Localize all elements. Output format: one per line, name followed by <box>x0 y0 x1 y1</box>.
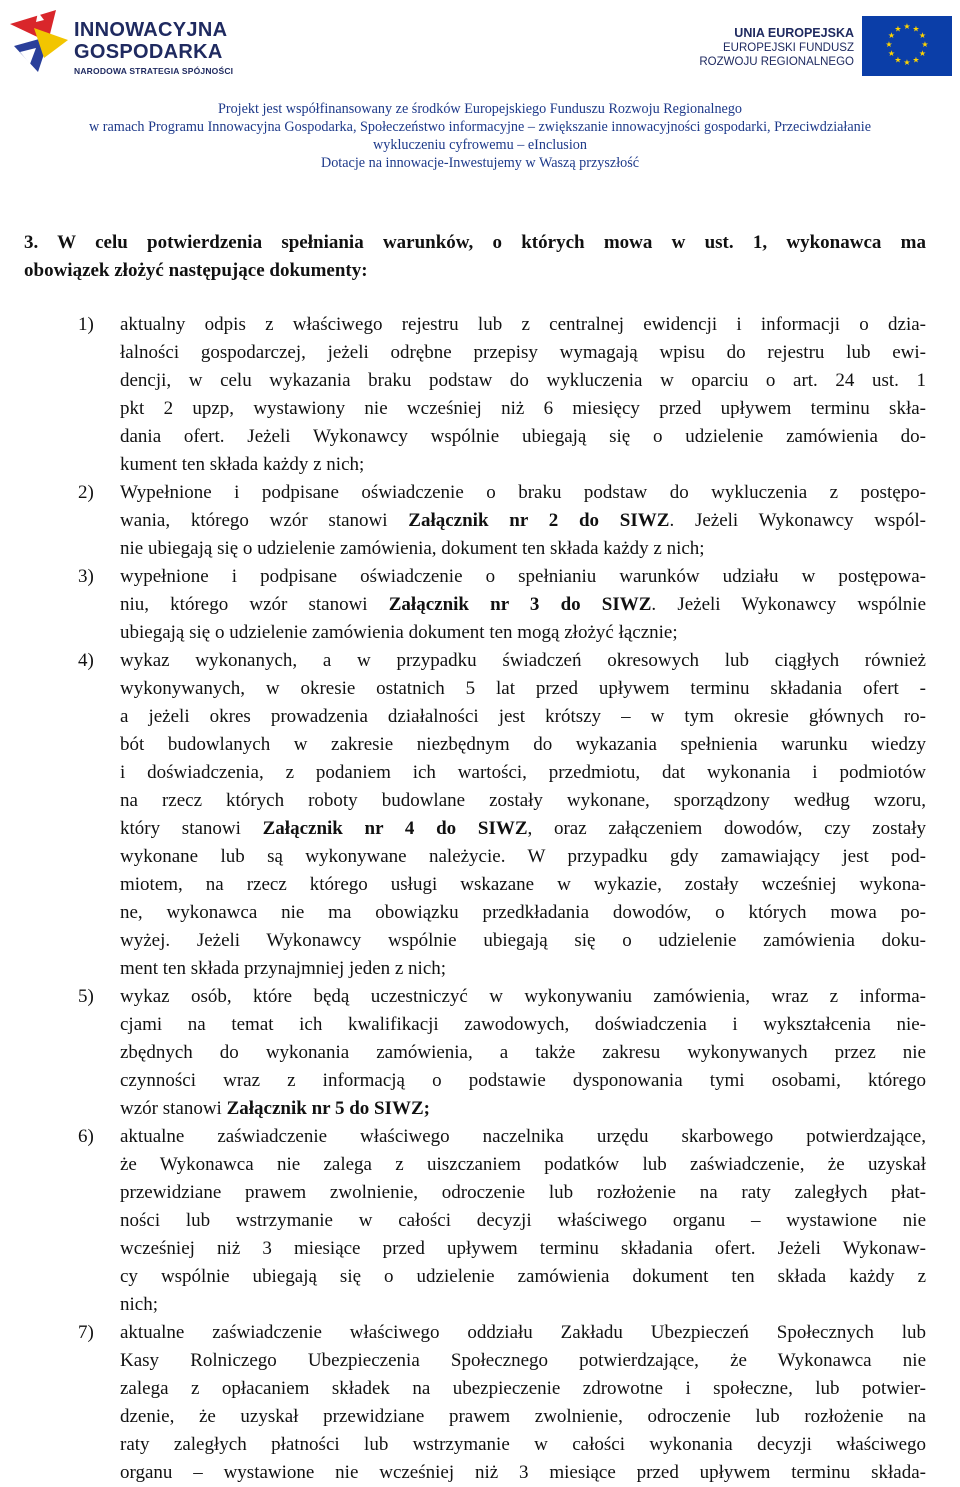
item-line: nich; <box>120 1294 158 1315</box>
svg-text:★: ★ <box>887 31 896 40</box>
eu-logo-line-3: ROZWOJU REGIONALNEGO <box>699 56 854 68</box>
item-line: Wypełnione i podpisane oświadczenie o braku podstaw do wykluczenia z postępo- <box>120 482 926 503</box>
item-text: wania, którego wzór stanowi <box>120 510 409 531</box>
svg-text:★: ★ <box>912 24 920 34</box>
logo-line-1: INNOWACYJNA <box>74 19 228 41</box>
list-item-number: 3) <box>78 566 94 587</box>
svg-text:★: ★ <box>918 49 927 58</box>
item-line: ne, wykonawca nie ma obowiązku przedkładania dowodów, o których mowa po- <box>120 902 926 923</box>
innowacyjna-gospodarka-logo <box>8 6 248 78</box>
item-line: cjami na temat ich kwalifikacji zawodowych, doświadczenia i wykształcenia nie- <box>120 1014 926 1035</box>
list-item-number: 5) <box>78 986 94 1007</box>
item-line: aktualne zaświadczenie właściwego naczelnika urzędu skarbowego potwierdzające, <box>120 1126 926 1147</box>
item-line: ności lub wstrzymanie w całości decyzji właściwego organu – wystawione nie <box>120 1210 926 1231</box>
item-line: dzenie, że uzyskał przewidziane prawem zwolnienie, odroczenie lub rozłożenie na <box>120 1406 926 1427</box>
list-item-number: 7) <box>78 1322 94 1343</box>
item-line: nie ubiegają się o udzielenie zamówienia, dokument ten składa każdy z nich; <box>120 538 705 559</box>
list-item <box>24 311 926 479</box>
svg-text:★: ★ <box>887 49 896 58</box>
list-item <box>24 479 926 563</box>
heading-line: obowiązek złożyć następujące dokumenty: <box>24 260 368 281</box>
item-line: a jeżeli okres prowadzenia działalności jest krótszy – w tym okresie głównych ro- <box>120 706 926 727</box>
item-text: , oraz załączeniem dowodów, czy zostały <box>527 818 926 839</box>
item-line: zalega z opłacaniem składek na ubezpieczenie zdrowotne i społeczne, lub potwier- <box>120 1378 926 1399</box>
item-line: na rzecz których roboty budowlane zostały wykonane, sporządzony według wzoru, <box>120 790 926 811</box>
svg-text:★: ★ <box>903 22 911 31</box>
item-line: ment ten składa przynajmniej jeden z nich; <box>120 958 447 979</box>
eu-logo-line-2: EUROPEJSKI FUNDUSZ <box>723 42 854 54</box>
item-line: przewidziane prawem zwolnienie, odroczenie lub rozłożenie na raty zaległych płat- <box>120 1182 926 1203</box>
item-text: . Jeżeli Wykonawcy wspól- <box>669 510 926 531</box>
item-line: łalności gospodarczej, jeżeli odrębne przepisy wymagają wpisu do rejestru lub ewi- <box>120 342 926 363</box>
svg-text:★: ★ <box>894 24 902 34</box>
item-line: ubiegają się o udzielenie zamówienia dokument ten mogą złożyć łącznie; <box>120 622 678 643</box>
logo-line-2: GOSPODARKA <box>74 41 223 63</box>
item-line: i doświadczenia, z podaniem ich wartości, przedmiotu, dat wykonania i podmiotów <box>120 762 926 783</box>
item-line <box>120 591 926 619</box>
item-line: cy wspólnie ubiegają się o udzielenie zamówienia dokument ten składa każdy z <box>120 1266 926 1287</box>
item-line: wypełnione i podpisane oświadczenie o spełnianiu warunków udziału w postępowa- <box>120 566 926 587</box>
list-item <box>24 1319 926 1487</box>
funding-note-line: Projekt jest współfinansowany ze środków Europejskiego Funduszu Rozwoju Regionalnego <box>217 101 743 117</box>
svg-text:★: ★ <box>894 55 902 65</box>
page-header <box>0 0 960 171</box>
item-text: niu, którego wzór stanowi <box>120 594 389 615</box>
item-line: wykonywanych, w okresie ostatnich 5 lat przed upływem terminu składania ofert - <box>120 678 926 699</box>
list-item-number: 2) <box>78 482 94 503</box>
item-text: wzór stanowi <box>120 1098 227 1119</box>
item-line: bót budowlanych w zakresie niezbędnym do wykazania spełnienia warunku wiedzy <box>120 734 926 755</box>
svg-text:★: ★ <box>918 31 927 40</box>
item-line: zbędnych do wykonania zamówienia, a także zakresu wykonywanych przez nie <box>120 1042 926 1063</box>
item-text: który stanowi <box>120 818 263 839</box>
item-line: aktualne zaświadczenie właściwego oddziału Zakładu Ubezpieczeń Społecznych lub <box>120 1322 926 1343</box>
list-item-number: 4) <box>78 650 94 671</box>
funding-note-line: w ramach Programu Innowacyjna Gospodarka, Społeczeństwo informacyjne – zwiększanie innowacyjności gospodarki, Przeciwdziałanie <box>88 119 872 135</box>
list-item-number: 1) <box>78 314 94 335</box>
item-line: że Wykonawca nie zalega z uiszczaniem podatków lub zaświadczenie, że uzyskał <box>120 1154 926 1175</box>
item-line: pkt 2 upzp, wystawiony nie wcześniej niż 6 miesięcy przed upływem terminu skła- <box>120 398 926 419</box>
item-line <box>120 815 926 843</box>
item-line: dencji, w celu wykazania braku podstaw do wykluczenia w oparciu o art. 24 ust. 1 <box>120 370 926 391</box>
svg-text:★: ★ <box>903 58 911 67</box>
item-line: aktualny odpis z właściwego rejestru lub z centralnej ewidencji i informacji o dzia- <box>120 314 926 335</box>
attachment-reference: Załącznik nr 2 do SIWZ <box>408 510 670 531</box>
eu-logo-line-1: UNIA EUROPEJSKA <box>734 26 854 40</box>
item-line: wykaz osób, które będą uczestniczyć w wykonywaniu zamówienia, wraz z informa- <box>120 986 926 1007</box>
item-line: organu – wystawione nie wcześniej niż 3 miesiące przed upływem terminu składa- <box>120 1462 926 1483</box>
logo-line-3: NARODOWA STRATEGIA SPÓJNOŚCI <box>74 66 234 76</box>
item-line: wyżej. Jeżeli Wykonawcy wspólnie ubiegają się o udzielenie zamówienia doku- <box>120 930 926 951</box>
svg-text:★: ★ <box>885 40 893 49</box>
attachment-reference: Załącznik nr 5 do SIWZ; <box>226 1098 431 1119</box>
innowacyjna-gospodarka-logo-icon <box>8 6 70 76</box>
attachment-reference: Załącznik nr 4 do SIWZ <box>262 818 528 839</box>
funding-note-line: Dotacje na innowacje-Inwestujemy w Waszą przyszłość <box>320 155 640 171</box>
item-line: wykaz wykonanych, a w przypadku świadczeń okresowych lub ciągłych również <box>120 650 926 671</box>
item-text: . Jeżeli Wykonawcy wspólnie <box>651 594 926 615</box>
funding-note-line: wykluczeniu cyfrowemu – eInclusion <box>373 137 587 153</box>
project-funding-note <box>0 100 960 172</box>
item-line: Kasy Rolniczego Ubezpieczenia Społecznego potwierdzające, że Wykonawca nie <box>120 1350 926 1371</box>
attachment-reference: Załącznik nr 3 do SIWZ <box>388 594 652 615</box>
item-line: wykonane lub są wykonywane należycie. W przypadku gdy zamawiający jest pod- <box>120 846 926 867</box>
section-heading <box>24 229 926 285</box>
documents-list <box>24 311 926 1487</box>
eu-logo <box>699 8 952 78</box>
svg-text:★: ★ <box>912 55 920 65</box>
list-item <box>24 1123 926 1319</box>
list-item <box>24 647 926 983</box>
list-item <box>24 563 926 647</box>
item-line <box>120 507 926 535</box>
item-line: kument ten składa każdy z nich; <box>120 454 365 475</box>
item-line: raty zaległych płatności lub wstrzymanie w całości wykonania decyzji właściwego <box>120 1434 926 1455</box>
item-line <box>120 1095 926 1123</box>
item-line: miotem, na rzecz którego usługi wskazane w wykazie, zostały wcześniej wykona- <box>120 874 926 895</box>
item-line: dania ofert. Jeżeli Wykonawcy wspólnie ubiegają się o udzielenie zamówienia do- <box>120 426 926 447</box>
heading-line: 3. W celu potwierdzenia spełniania warunków, o których mowa w ust. 1, wykonawca ma <box>24 232 926 253</box>
list-item <box>24 983 926 1123</box>
list-item-number: 6) <box>78 1126 94 1147</box>
eu-flag-icon <box>862 16 952 76</box>
item-line: czynności wraz z informacją o podstawie dysponowania tymi osobami, którego <box>120 1070 926 1091</box>
item-line: wcześniej niż 3 miesiące przed upływem terminu składania ofert. Jeżeli Wykonaw- <box>120 1238 926 1259</box>
document-body <box>24 229 926 1487</box>
svg-text:★: ★ <box>921 40 929 49</box>
